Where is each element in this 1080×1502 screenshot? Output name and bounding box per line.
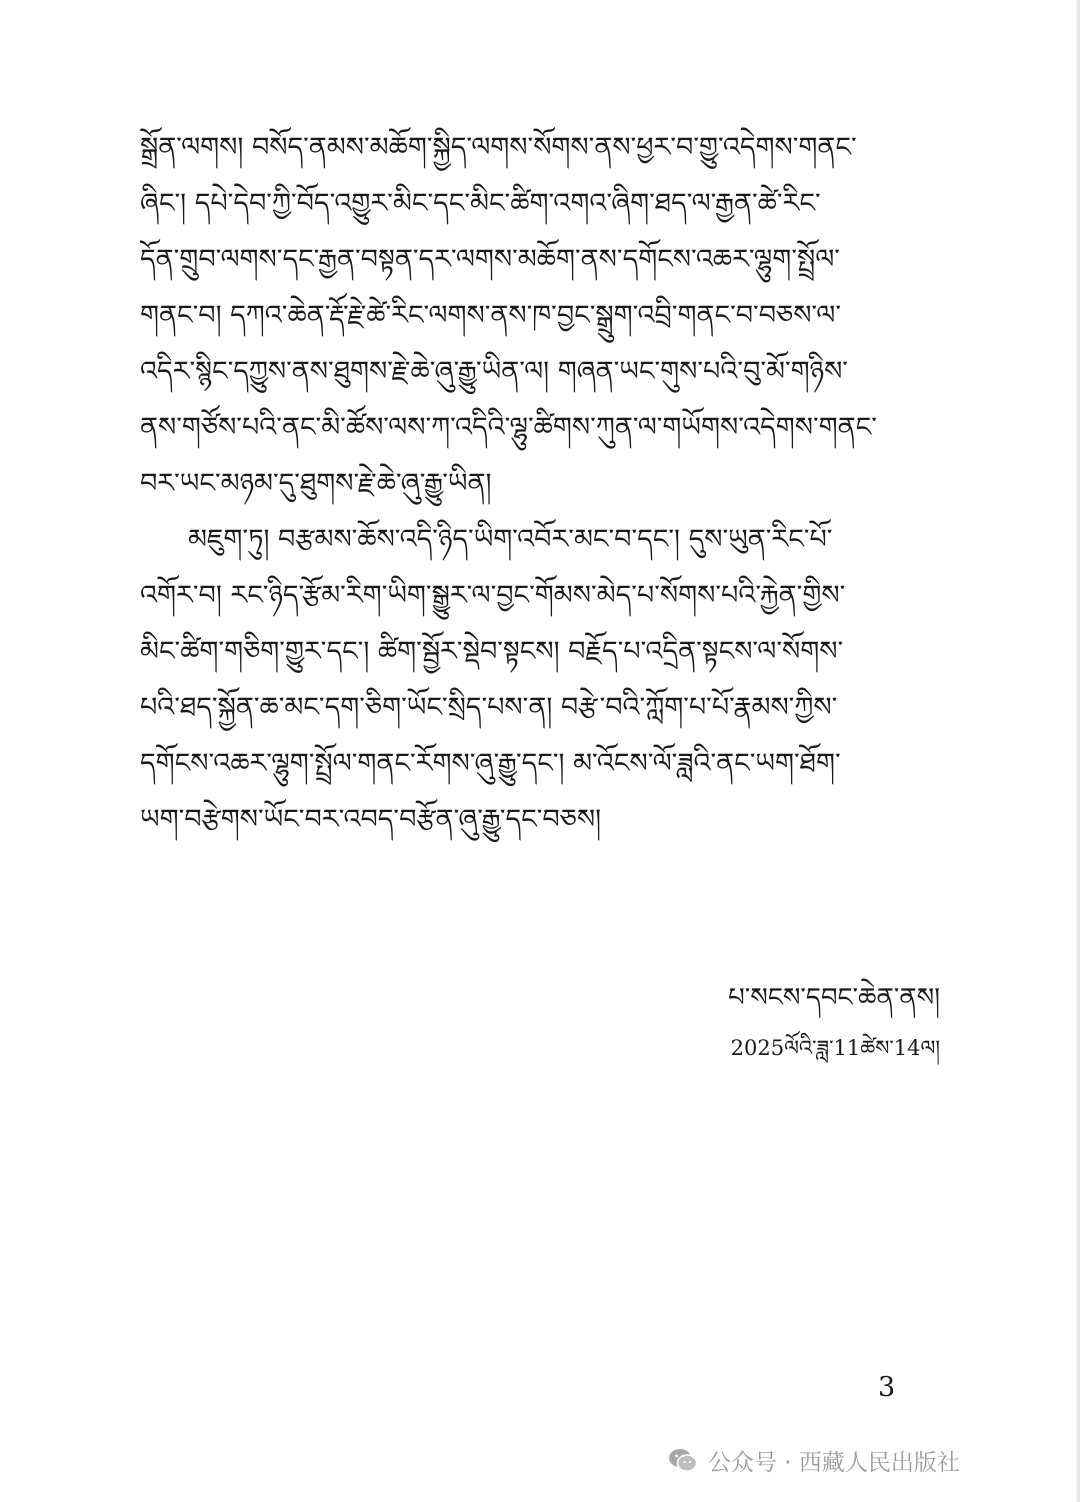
text-line: ཡག་བརྩེགས་ཡོང་བར་འབད་བརྩོན་ཞུ་རྒྱུ་དང་བཅས། [140, 804, 602, 835]
wechat-icon [668, 1447, 698, 1473]
text-line: མིང་ཚིག་གཅིག་གྱུར་དང་། ཚིག་སྦྱོར་སྡེབ་སྟངས། བརྗོད་པ་འདྲིན་སྟངས་ལ་སོགས་ [140, 636, 844, 667]
text-line: མཇུག་ཏུ། བརྩམས་ཆོས་འདི་ཉིད་ཡིག་འབོར་མང་བ་དང་། དུས་ཡུན་རིང་པོ་ [188, 524, 833, 555]
page-number: 3 [878, 1372, 896, 1403]
text-line: ནས་གཙོས་པའི་ནང་མི་ཚོས་ལས་ཀ་འདིའི་ལྷུ་ཚིགས་ཀུན་ལ་གཡོགས་འདེགས་གནང་ [140, 412, 877, 443]
text-line: གནང་བ། དཀའ་ཆེན་རྡོ་རྗེ་ཚེ་རིང་ལགས་ནས་ཁ་བྱང་སྒྲུག་འབྲི་གནང་བ་བཅས་ལ་ [140, 300, 842, 331]
body-text [140, 120, 940, 848]
text-line: འགོར་བ། རང་ཉིད་རྩོམ་རིག་ཡིག་སྒྱུར་ལ་བྱང་གོམས་མེད་པ་སོགས་པའི་རྐྱེན་གྱིས་ [140, 580, 846, 611]
text-line: ཞིང་། དཔེ་དེབ་ཀྱི་བོད་འགྱུར་མིང་དང་མིང་ཚིག་འགའ་ཞིག་ཐད་ལ་རྒྱན་ཚེ་རིང་ [140, 188, 821, 219]
watermark [668, 1440, 960, 1480]
document-date: 2025ལོའི་ཟླ་11ཚེས་14ལ། [730, 1036, 940, 1060]
page-edge-shadow [1076, 0, 1080, 1502]
author-signature: པ་སངས་དབང་ཆེན་ནས། [728, 983, 940, 1013]
text-line: འདིར་སྙིང་དཀྱུས་ནས་ཐུགས་རྗེ་ཆེ་ཞུ་རྒྱུ་ཡིན་ལ། གཞན་ཡང་གུས་པའི་བུ་མོ་གཉིས་ [140, 356, 848, 387]
text-line: དོན་གྲུབ་ལགས་དང་རྒྱན་བསྟན་དར་ལགས་མཆོག་ནས་དགོངས་འཆར་ལྷུག་སྤྲོལ་ [140, 244, 840, 275]
text-line: དགོངས་འཆར་ལྷུག་སྤྲོལ་གནང་རོགས་ཞུ་རྒྱུ་དང་། མ་འོངས་ལོ་ཟླའི་ནང་ཡག་ཐོག་ [140, 748, 841, 779]
watermark-text: 公众号 · 西藏人民出版社 [708, 1449, 960, 1476]
text-line: བར་ཡང་མཉམ་དུ་ཐུགས་རྗེ་ཆེ་ཞུ་རྒྱུ་ཡིན། [140, 468, 492, 499]
text-line: སྒྲོན་ལགས། བསོད་ནམས་མཆོག་སྐྱིད་ལགས་སོགས་ནས་ཕྱར་བ་གྱུ་འདེགས་གནང་ [140, 132, 857, 163]
text-line: པའི་ཐད་སྐྱོན་ཆ་མང་དག་ཅིག་ཡོང་སྲིད་པས་ན། བརྩེ་བའི་ཀློག་པ་པོ་རྣམས་ཀྱིས་ [140, 692, 838, 723]
